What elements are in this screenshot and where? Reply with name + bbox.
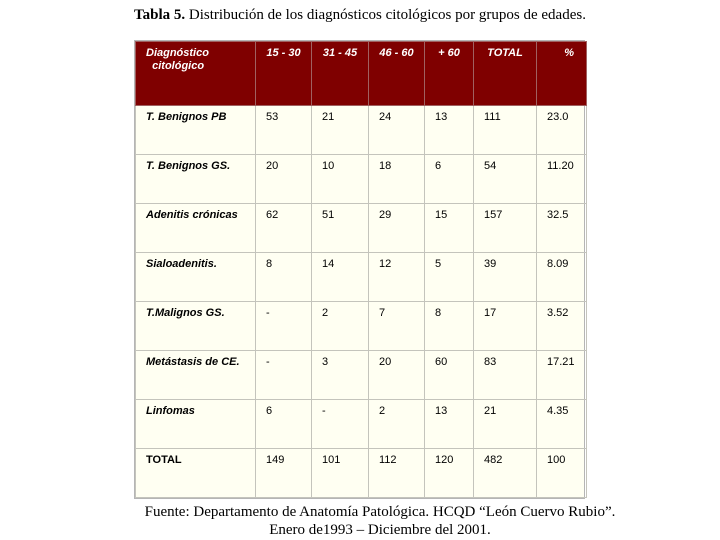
cell-age-46-60: 18 — [369, 155, 425, 204]
cell-age-15-30: 62 — [256, 204, 312, 253]
cell-age-60-plus: 15 — [425, 204, 474, 253]
header-diagnosis — [136, 42, 256, 106]
cell-percent: 32.5 — [537, 204, 587, 253]
cell-age-60-plus: 6 — [425, 155, 474, 204]
table-row — [136, 302, 587, 351]
cell-total: 17 — [474, 302, 537, 351]
cell-age-15-30: - — [256, 351, 312, 400]
table-caption — [0, 6, 720, 24]
row-diagnosis: TOTAL — [136, 449, 256, 498]
cell-total: 157 — [474, 204, 537, 253]
header-age-46-60: 46 - 60 — [369, 42, 425, 106]
cell-age-60-plus: 120 — [425, 449, 474, 498]
cell-total: 83 — [474, 351, 537, 400]
row-diagnosis: T. Benignos PB — [136, 106, 256, 155]
cell-percent: 8.09 — [537, 253, 587, 302]
cell-total: 21 — [474, 400, 537, 449]
cell-age-46-60: 7 — [369, 302, 425, 351]
row-diagnosis: Sialoadenitis. — [136, 253, 256, 302]
cell-percent: 100 — [537, 449, 587, 498]
table-row-total — [136, 449, 587, 498]
cell-age-46-60: 24 — [369, 106, 425, 155]
cell-total: 111 — [474, 106, 537, 155]
cell-age-60-plus: 60 — [425, 351, 474, 400]
header-age-60-plus: + 60 — [425, 42, 474, 106]
header-age-15-30: 15 - 30 — [256, 42, 312, 106]
cell-age-60-plus: 8 — [425, 302, 474, 351]
row-diagnosis: Linfomas — [136, 400, 256, 449]
row-diagnosis: T.Malignos GS. — [136, 302, 256, 351]
cell-age-31-45: 10 — [312, 155, 369, 204]
cell-age-15-30: - — [256, 302, 312, 351]
cell-age-46-60: 2 — [369, 400, 425, 449]
table-row — [136, 351, 587, 400]
header-percent: % — [537, 42, 587, 106]
caption-text: Distribución de los diagnósticos citológicos por grupos de edades. — [188, 7, 586, 23]
cell-age-31-45: 3 — [312, 351, 369, 400]
source-note — [0, 503, 720, 539]
caption-label: Tabla 5. — [134, 7, 186, 23]
header-age-31-45: 31 - 45 — [312, 42, 369, 106]
cell-total: 39 — [474, 253, 537, 302]
table-row — [136, 400, 587, 449]
cell-age-46-60: 20 — [369, 351, 425, 400]
row-diagnosis: Metástasis de CE. — [136, 351, 256, 400]
diagnosis-table — [135, 41, 587, 498]
source-line-2: Enero de1993 – Diciembre del 2001. — [269, 522, 491, 538]
header-diagnosis-line2: citológico — [152, 60, 205, 72]
cell-age-15-30: 53 — [256, 106, 312, 155]
cell-percent: 11.20 — [537, 155, 587, 204]
cell-age-15-30: 20 — [256, 155, 312, 204]
cell-age-60-plus: 13 — [425, 106, 474, 155]
table-row — [136, 204, 587, 253]
header-diagnosis-line1: Diagnóstico — [146, 47, 209, 59]
row-diagnosis: T. Benignos GS. — [136, 155, 256, 204]
table-row — [136, 155, 587, 204]
header-row — [136, 42, 587, 106]
cell-age-15-30: 8 — [256, 253, 312, 302]
cell-age-31-45: 14 — [312, 253, 369, 302]
cell-total: 482 — [474, 449, 537, 498]
cell-age-31-45: 101 — [312, 449, 369, 498]
cell-age-31-45: - — [312, 400, 369, 449]
row-diagnosis: Adenitis crónicas — [136, 204, 256, 253]
cell-age-31-45: 51 — [312, 204, 369, 253]
cell-age-46-60: 12 — [369, 253, 425, 302]
cell-age-46-60: 112 — [369, 449, 425, 498]
table-row — [136, 106, 587, 155]
diagnosis-table-frame — [134, 40, 585, 499]
cell-percent: 23.0 — [537, 106, 587, 155]
cell-percent: 17.21 — [537, 351, 587, 400]
cell-age-31-45: 2 — [312, 302, 369, 351]
cell-percent: 3.52 — [537, 302, 587, 351]
header-total: TOTAL — [474, 42, 537, 106]
cell-age-60-plus: 5 — [425, 253, 474, 302]
cell-age-31-45: 21 — [312, 106, 369, 155]
cell-total: 54 — [474, 155, 537, 204]
cell-age-15-30: 149 — [256, 449, 312, 498]
source-line-1: Fuente: Departamento de Anatomía Patológica. HCQD “León Cuervo Rubio”. — [144, 504, 616, 520]
table-row — [136, 253, 587, 302]
cell-age-15-30: 6 — [256, 400, 312, 449]
cell-age-46-60: 29 — [369, 204, 425, 253]
cell-percent: 4.35 — [537, 400, 587, 449]
cell-age-60-plus: 13 — [425, 400, 474, 449]
